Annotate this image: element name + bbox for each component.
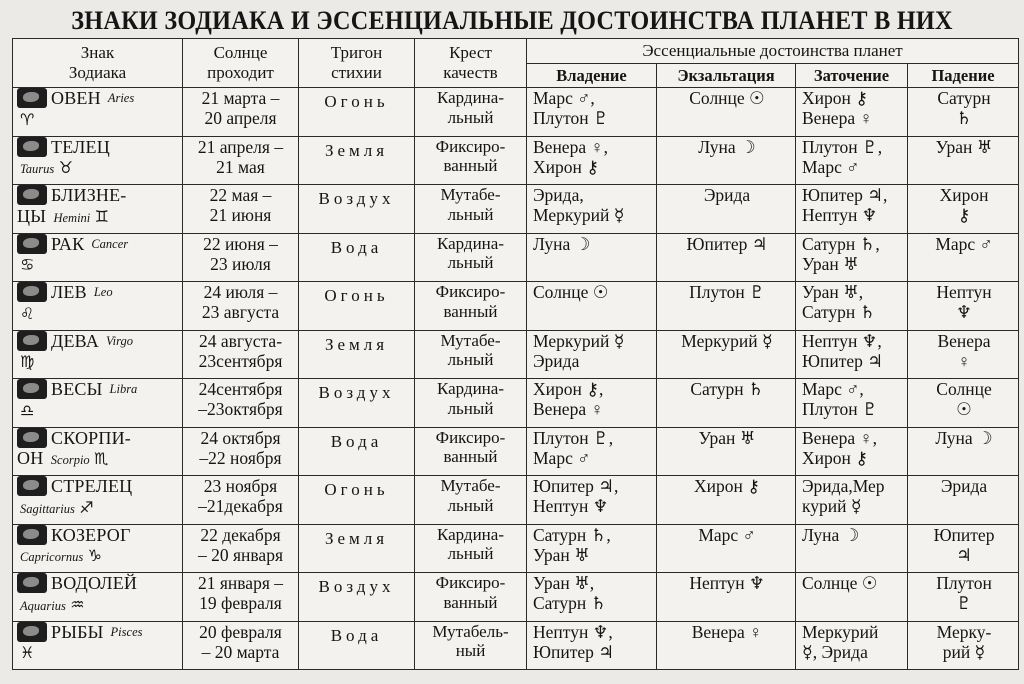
quality-line-1: Кардина- xyxy=(437,88,504,107)
fall-line-1: Эрида xyxy=(940,476,988,496)
header-cross: Крест качеств xyxy=(415,39,527,88)
fall-cell xyxy=(908,524,1019,573)
detriment-line-1: Марс ♂, xyxy=(802,379,864,399)
dates-start: 24сентября xyxy=(198,379,283,399)
quality-line-1: Мутабе- xyxy=(440,185,501,204)
detriment-cell xyxy=(796,524,908,573)
sign-name: БЛИЗНЕ- xyxy=(51,185,127,205)
exaltation-line-1: Солнце ☉ xyxy=(689,88,765,108)
sign-cell xyxy=(13,330,183,379)
detriment-line-2: Марс ♂ xyxy=(802,156,860,177)
dates-start: 20 февраля xyxy=(199,621,282,642)
sun-dates-cell xyxy=(183,621,299,670)
rulership-cell xyxy=(527,379,657,428)
quality-line-2: ванный xyxy=(443,301,498,321)
exaltation-line-1: Сатурн ♄ xyxy=(690,379,764,399)
detriment-cell xyxy=(796,185,908,234)
fall-line-2: ⚷ xyxy=(957,205,971,226)
fall-line-2: рий ☿ xyxy=(942,641,986,662)
quality-cell xyxy=(415,136,527,185)
fall-line-2: ♆ xyxy=(956,302,972,323)
fall-cell xyxy=(908,136,1019,185)
sun-dates-cell xyxy=(183,233,299,282)
element-cell: Огонь xyxy=(299,282,415,331)
sign-name: КОЗЕРОГ xyxy=(51,524,131,545)
detriment-cell xyxy=(796,427,908,476)
rulership-line-2: Эрида xyxy=(533,350,580,371)
quality-cell xyxy=(415,330,527,379)
table-row xyxy=(13,330,1019,379)
sign-latin: Cancer xyxy=(91,236,129,251)
exaltation-cell xyxy=(657,233,796,282)
detriment-cell xyxy=(796,330,908,379)
quality-line-2: льный xyxy=(447,107,494,127)
rulership-cell xyxy=(527,88,657,137)
zodiac-glyph-icon: ♋ xyxy=(20,255,35,275)
detriment-cell xyxy=(796,88,908,137)
sign-name-cont: ЦЫ xyxy=(17,205,47,226)
rulership-line-2: Марс ♂ xyxy=(533,447,591,468)
fall-line-2: ♄ xyxy=(956,108,972,129)
sign-name: РАК xyxy=(51,233,85,254)
rulership-line-2: Юпитер ♃ xyxy=(533,641,614,662)
header-rulership: Владение xyxy=(527,64,657,88)
rulership-line-1: Уран ♅, xyxy=(533,573,595,593)
detriment-line-1: Солнце ☉ xyxy=(802,573,878,593)
exaltation-cell xyxy=(657,573,796,622)
dates-start: 22 декабря xyxy=(200,524,281,545)
zodiac-glyph-icon: ♐ xyxy=(79,497,94,517)
sign-latin: Libra xyxy=(109,382,138,397)
detriment-line-2: Юпитер ♃ xyxy=(802,350,883,371)
sign-latin-2: Taurus xyxy=(20,162,55,177)
zodiac-glyph-icon: ♎ xyxy=(20,400,35,420)
exaltation-line-1: Уран ♅ xyxy=(698,427,756,448)
fall-cell xyxy=(908,282,1019,331)
element-cell: Воздух xyxy=(299,573,415,622)
dates-end: 21 мая xyxy=(216,156,265,177)
sign-cell xyxy=(13,573,183,622)
sun-dates-cell xyxy=(183,379,299,428)
fall-line-1: Уран ♅ xyxy=(935,136,993,157)
zodiac-table xyxy=(12,38,1019,670)
dates-start: 22 июня – xyxy=(203,233,278,254)
exaltation-cell xyxy=(657,379,796,428)
zodiac-glyph-icon: ♑ xyxy=(87,546,102,566)
header-trigon: Тригон стихии xyxy=(299,39,415,88)
zodiac-glyph-icon: ♊ xyxy=(94,206,110,226)
quality-line-2: льный xyxy=(447,544,494,564)
dates-start: 21 апреля – xyxy=(197,136,284,157)
rulership-line-1: Сатурн ♄, xyxy=(533,524,611,545)
fall-cell xyxy=(908,185,1019,234)
detriment-line-2: Плутон ♇ xyxy=(802,399,878,420)
rulership-cell xyxy=(527,330,657,379)
detriment-line-1: Сатурн ♄, xyxy=(802,233,880,254)
dates-end: – 20 января xyxy=(197,544,283,565)
dates-end: – 20 марта xyxy=(201,641,280,662)
header-dignities: Эссенциальные достоинства планет xyxy=(527,39,1019,64)
fall-line-1: Венера xyxy=(937,330,991,351)
detriment-line-1: Венера ♀, xyxy=(802,427,877,448)
rulership-line-2: Венера ♀ xyxy=(533,399,604,420)
quality-line-2: льный xyxy=(447,350,494,370)
sun-dates-cell xyxy=(183,476,299,525)
detriment-line-2: ☿, Эрида xyxy=(802,641,868,662)
sign-name: ТЕЛЕЦ xyxy=(51,136,110,157)
detriment-line-2: курий ☿ xyxy=(802,496,862,517)
table-row xyxy=(13,476,1019,525)
fall-line-2: ☉ xyxy=(956,399,972,420)
detriment-cell xyxy=(796,379,908,428)
quality-cell xyxy=(415,573,527,622)
sign-name: ВЕСЫ xyxy=(51,379,103,399)
zodiac-figure-icon xyxy=(17,185,47,205)
sign-cell xyxy=(13,233,183,282)
rulership-line-1: Плутон ♇, xyxy=(533,427,614,448)
fall-line-1: Хирон xyxy=(939,185,989,205)
zodiac-glyph-icon: ♒ xyxy=(70,594,85,614)
element-cell: Вода xyxy=(299,233,415,282)
header-detriment: Заточение xyxy=(796,64,908,88)
zodiac-glyph-icon: ♏ xyxy=(94,449,109,469)
fall-line-1: Юпитер xyxy=(933,524,995,545)
rulership-line-2: Уран ♅ xyxy=(533,544,590,565)
dates-end: –21декабря xyxy=(198,496,283,517)
sign-name: ЛЕВ xyxy=(51,282,87,302)
sign-latin-2: Sagittarius xyxy=(20,501,75,516)
exaltation-line-1: Хирон ⚷ xyxy=(693,476,761,496)
quality-cell xyxy=(415,233,527,282)
quality-line-2: льный xyxy=(447,398,494,418)
detriment-line-2: Венера ♀ xyxy=(802,108,873,129)
sign-cell xyxy=(13,136,183,185)
zodiac-figure-icon xyxy=(17,525,47,545)
exaltation-cell xyxy=(657,330,796,379)
element-cell: Воздух xyxy=(299,379,415,428)
rulership-line-2: Нептун ♆ xyxy=(533,496,609,517)
dates-end: 23 июля xyxy=(210,253,271,274)
sun-dates-cell xyxy=(183,524,299,573)
detriment-line-2: Хирон ⚷ xyxy=(802,447,869,468)
exaltation-line-1: Нептун ♆ xyxy=(689,573,765,593)
sign-name: СТРЕЛЕЦ xyxy=(51,476,133,496)
fall-line-1: Солнце xyxy=(936,379,992,399)
sign-cell xyxy=(13,427,183,476)
dates-end: 19 февраля xyxy=(199,593,282,614)
zodiac-glyph-icon: ♉ xyxy=(58,158,74,178)
quality-cell xyxy=(415,524,527,573)
detriment-line-1: Меркурий xyxy=(802,621,879,642)
quality-line-1: Кардина- xyxy=(437,524,504,544)
rulership-cell xyxy=(527,233,657,282)
fall-cell xyxy=(908,573,1019,622)
rulership-cell xyxy=(527,621,657,670)
table-row xyxy=(13,282,1019,331)
zodiac-figure-icon xyxy=(17,476,47,496)
quality-line-2: ный xyxy=(455,641,486,661)
detriment-line-1: Хирон ⚷ xyxy=(802,88,869,108)
dates-start: 22 мая – xyxy=(209,185,272,205)
quality-line-1: Кардина- xyxy=(437,379,504,398)
fall-line-1: Луна ☽ xyxy=(935,427,993,448)
detriment-line-1: Уран ♅, xyxy=(802,282,864,302)
dates-start: 23 ноября xyxy=(203,476,278,496)
dates-start: 21 марта – xyxy=(201,88,280,108)
sign-name: СКОРПИ- xyxy=(51,427,131,448)
sign-cell xyxy=(13,282,183,331)
exaltation-line-1: Марс ♂ xyxy=(698,524,756,545)
sign-name: РЫБЫ xyxy=(51,621,104,642)
quality-cell xyxy=(415,427,527,476)
table-row xyxy=(13,621,1019,670)
exaltation-cell xyxy=(657,524,796,573)
fall-cell xyxy=(908,379,1019,428)
detriment-line-2: Уран ♅ xyxy=(802,253,859,274)
sun-dates-cell xyxy=(183,573,299,622)
element-cell: Земля xyxy=(299,330,415,379)
rulership-line-1: Солнце ☉ xyxy=(533,282,609,302)
exaltation-cell xyxy=(657,621,796,670)
zodiac-figure-icon xyxy=(17,379,47,399)
dates-start: 24 августа- xyxy=(198,330,283,351)
sign-latin-2: Scorpio xyxy=(50,453,90,468)
detriment-cell xyxy=(796,282,908,331)
fall-cell xyxy=(908,621,1019,670)
detriment-cell xyxy=(796,233,908,282)
rulership-cell xyxy=(527,185,657,234)
detriment-line-2: Сатурн ♄ xyxy=(802,302,876,323)
rulership-line-1: Хирон ⚷, xyxy=(533,379,604,399)
sign-cell xyxy=(13,185,183,234)
sign-name: ДЕВА xyxy=(51,330,99,351)
detriment-cell xyxy=(796,136,908,185)
exaltation-cell xyxy=(657,282,796,331)
quality-cell xyxy=(415,88,527,137)
sign-name: ВОДОЛЕЙ xyxy=(51,573,138,593)
header-exaltation: Экзальтация xyxy=(657,64,796,88)
fall-line-1: Нептун xyxy=(936,282,992,302)
quality-line-1: Мутабе- xyxy=(440,330,501,350)
detriment-line-1: Луна ☽ xyxy=(802,524,860,545)
rulership-line-1: Эрида, xyxy=(533,185,584,205)
rulership-line-2: Плутон ♇ xyxy=(533,108,609,129)
sign-cell xyxy=(13,621,183,670)
rulership-line-2: Сатурн ♄ xyxy=(533,593,607,614)
element-cell: Земля xyxy=(299,524,415,573)
table-row xyxy=(13,185,1019,234)
quality-line-1: Фиксиро- xyxy=(435,573,506,592)
zodiac-figure-icon xyxy=(17,234,47,254)
exaltation-cell xyxy=(657,476,796,525)
quality-line-2: ванный xyxy=(443,447,498,467)
fall-line-1: Марс ♂ xyxy=(935,233,993,254)
detriment-line-1: Плутон ♇, xyxy=(802,136,883,157)
exaltation-line-1: Меркурий ☿ xyxy=(681,330,773,351)
quality-cell xyxy=(415,185,527,234)
element-cell: Огонь xyxy=(299,88,415,137)
rulership-line-1: Венера ♀, xyxy=(533,136,608,157)
header-fall: Падение xyxy=(908,64,1019,88)
quality-line-2: ванный xyxy=(443,156,498,176)
exaltation-line-1: Луна ☽ xyxy=(698,136,756,157)
table-row xyxy=(13,233,1019,282)
quality-line-2: льный xyxy=(447,204,494,224)
table-row xyxy=(13,427,1019,476)
exaltation-cell xyxy=(657,427,796,476)
fall-cell xyxy=(908,88,1019,137)
fall-line-2: ♀ xyxy=(957,350,971,371)
quality-line-1: Кардина- xyxy=(437,233,504,253)
quality-line-1: Фиксиро- xyxy=(435,136,506,156)
table-row xyxy=(13,573,1019,622)
zodiac-figure-icon xyxy=(17,573,47,593)
dates-end: 20 апреля xyxy=(204,108,277,129)
dates-end: 23 августа xyxy=(201,302,280,323)
rulership-cell xyxy=(527,427,657,476)
quality-cell xyxy=(415,379,527,428)
rulership-cell xyxy=(527,136,657,185)
sun-dates-cell xyxy=(183,185,299,234)
dates-start: 21 января – xyxy=(197,573,283,593)
dates-start: 24 октября xyxy=(200,427,281,448)
detriment-cell xyxy=(796,573,908,622)
rulership-line-2: Меркурий ☿ xyxy=(533,205,625,226)
rulership-cell xyxy=(527,282,657,331)
exaltation-cell xyxy=(657,136,796,185)
sun-dates-cell xyxy=(183,136,299,185)
sign-latin: Virgo xyxy=(105,333,134,348)
fall-line-2: ♇ xyxy=(956,593,972,614)
fall-cell xyxy=(908,427,1019,476)
quality-line-1: Фиксиро- xyxy=(435,427,506,447)
table-row xyxy=(13,88,1019,137)
zodiac-figure-icon xyxy=(17,622,47,642)
sign-latin-2: Capricornus xyxy=(20,550,84,565)
exaltation-cell xyxy=(657,185,796,234)
sun-dates-cell xyxy=(183,88,299,137)
fall-cell xyxy=(908,233,1019,282)
quality-cell xyxy=(415,476,527,525)
sign-cell xyxy=(13,88,183,137)
dates-start: 24 июля – xyxy=(203,282,278,302)
rulership-line-1: Юпитер ♃, xyxy=(533,476,619,496)
sign-latin-2: Aquarius xyxy=(20,598,66,613)
sign-latin: Leo xyxy=(93,285,113,300)
dates-end: –23октября xyxy=(198,399,283,420)
rulership-line-2: Хирон ⚷ xyxy=(533,156,600,177)
detriment-cell xyxy=(796,476,908,525)
rulership-line-1: Марс ♂, xyxy=(533,88,595,108)
rulership-line-1: Нептун ♆, xyxy=(533,621,613,642)
sign-cell xyxy=(13,524,183,573)
zodiac-glyph-icon: ♌ xyxy=(20,303,35,323)
rulership-line-1: Луна ☽ xyxy=(533,233,591,254)
quality-line-1: Фиксиро- xyxy=(435,282,506,301)
zodiac-figure-icon xyxy=(17,331,47,351)
exaltation-line-1: Юпитер ♃ xyxy=(686,233,768,254)
sign-latin: Pisces xyxy=(110,624,143,639)
zodiac-figure-icon xyxy=(17,282,47,302)
sign-cell xyxy=(13,476,183,525)
table-row xyxy=(13,136,1019,185)
table-row xyxy=(13,379,1019,428)
header-sign: Знак Зодиака xyxy=(13,39,183,88)
zodiac-figure-icon xyxy=(17,428,47,448)
sign-latin: Aries xyxy=(107,91,135,106)
rulership-cell xyxy=(527,524,657,573)
detriment-cell xyxy=(796,621,908,670)
sun-dates-cell xyxy=(183,427,299,476)
detriment-line-1: Эрида,Мер xyxy=(802,476,885,496)
element-cell: Огонь xyxy=(299,476,415,525)
quality-line-2: льный xyxy=(447,253,494,273)
zodiac-figure-icon xyxy=(17,137,47,157)
quality-line-1: Мутабе- xyxy=(440,476,501,495)
fall-line-1: Сатурн xyxy=(937,88,991,108)
sign-latin-2: Hemini xyxy=(53,210,91,225)
sun-dates-cell xyxy=(183,282,299,331)
exaltation-cell xyxy=(657,88,796,137)
detriment-line-2: Нептун ♆ xyxy=(802,205,878,226)
detriment-line-1: Юпитер ♃, xyxy=(802,185,888,205)
fall-cell xyxy=(908,476,1019,525)
rulership-line-1: Меркурий ☿ xyxy=(533,330,625,351)
sun-dates-cell xyxy=(183,330,299,379)
exaltation-line-1: Венера ♀ xyxy=(691,621,763,642)
sign-cell xyxy=(13,379,183,428)
rulership-cell xyxy=(527,476,657,525)
zodiac-glyph-icon: ♓ xyxy=(20,643,35,663)
element-cell: Земля xyxy=(299,136,415,185)
element-cell: Вода xyxy=(299,621,415,670)
page-title: ЗНАКИ ЗОДИАКА И ЭССЕНЦИАЛЬНЫЕ ДОСТОИНСТВА ПЛАНЕТ В НИХ xyxy=(71,6,953,35)
fall-line-1: Мерку- xyxy=(936,621,992,642)
dates-end: –22 ноября xyxy=(199,447,282,468)
sign-name-cont: ОН xyxy=(17,448,44,469)
quality-line-2: льный xyxy=(447,495,494,515)
fall-line-1: Плутон xyxy=(936,573,992,593)
quality-cell xyxy=(415,621,527,670)
header-sun: Солнце проходит xyxy=(183,39,299,88)
element-cell: Воздух xyxy=(299,185,415,234)
rulership-cell xyxy=(527,573,657,622)
table-row xyxy=(13,524,1019,573)
zodiac-figure-icon xyxy=(17,88,47,108)
zodiac-glyph-icon: ♈ xyxy=(20,109,35,129)
exaltation-line-1: Плутон ♇ xyxy=(689,282,765,302)
zodiac-glyph-icon: ♍ xyxy=(20,352,35,372)
exaltation-line-1: Эрида xyxy=(703,185,751,205)
element-cell: Вода xyxy=(299,427,415,476)
fall-cell xyxy=(908,330,1019,379)
dates-end: 23сентября xyxy=(198,350,283,371)
quality-line-1: Мутабель- xyxy=(432,621,509,641)
sign-name: ОВЕН xyxy=(51,88,101,108)
detriment-line-1: Нептун ♆, xyxy=(802,330,882,351)
quality-cell xyxy=(415,282,527,331)
fall-line-2: ♃ xyxy=(956,544,972,565)
dates-end: 21 июня xyxy=(209,205,272,226)
quality-line-2: ванный xyxy=(443,592,498,612)
